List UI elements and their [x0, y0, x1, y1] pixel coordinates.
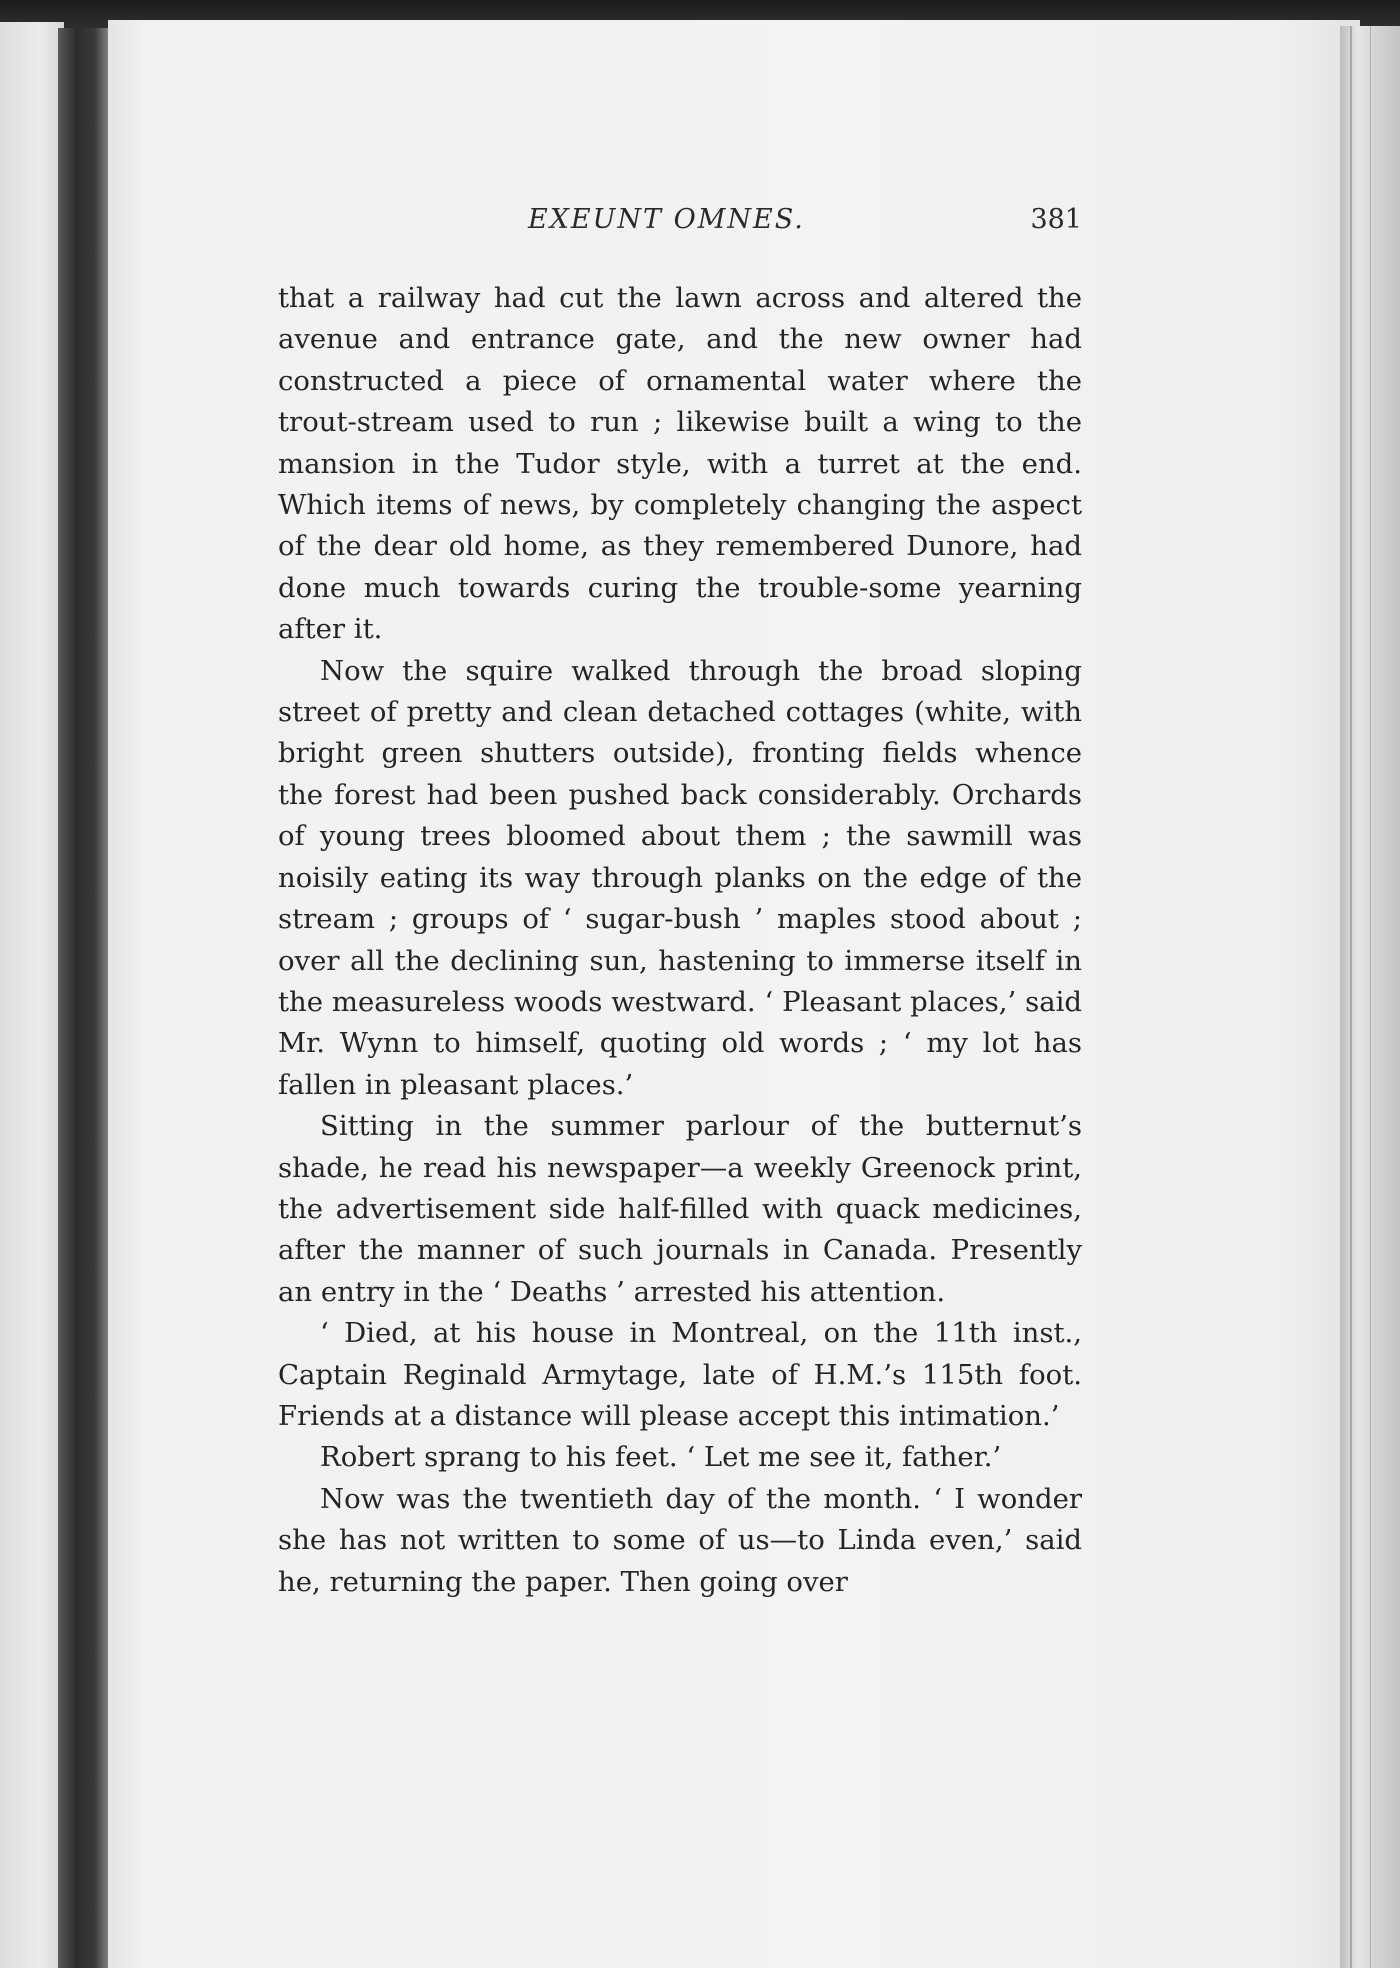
paragraph-newspaper: Sitting in the summer parlour of the butternut’s shade, he read his newspaper—a weekly Greenock print, the advertisement side half-filled with quack medicines, after the manner of such journals in Canada. Presently an entry in the ‘ Deaths ’ arrested his attention. — [278, 1110, 1082, 1308]
facing-page-edge — [0, 22, 64, 1968]
paragraph-twentieth-day: Now was the twentieth day of the month. ‘ I wonder she has not written to some of us—to Linda even,’ said he, returning the paper. Then going over — [278, 1482, 1082, 1598]
paragraph-continued: that a railway had cut the lawn across and altered the avenue and entrance gate, and the new owner had constructed a piece of ornamental water where the trout-stream used to run ; likewise built a wing to the mansion in the Tudor style, with a turret at the end. Which items of news, by completely changing the aspect of the dear old home, as they remembered Dunore, had done much towards curing the trouble-some yearning after it. — [278, 282, 1082, 646]
page-stack-edge — [1340, 26, 1400, 1968]
paragraph-squire-walk: Now the squire walked through the broad sloping street of pretty and clean detached cottages (white, with bright green shutters outside), fronting fields whence the forest had been pushed back considerably. Orchards of young trees bloomed about them ; the sawmill was noisily eating its way through planks on the edge of the stream ; groups of ‘ sugar-bush ’ maples stood about ; over all the declining sun, hastening to immerse itself in the measureless woods westward. ‘ Pleasant places,’ said Mr. Wynn to himself, quoting old words ; ‘ my lot has fallen in pleasant places.’ — [278, 654, 1082, 1101]
running-head — [278, 204, 1082, 244]
book-gutter — [58, 28, 110, 1968]
paragraph-robert: Robert sprang to his feet. ‘ Let me see it, father.’ — [320, 1441, 1002, 1474]
paragraph-death-notice: ‘ Died, at his house in Montreal, on the 11th inst., Captain Reginald Armytage, late of H.M.’s 115th foot. Friends at a distance will please accept this intimation.’ — [278, 1317, 1082, 1432]
page-number: 381 — [1030, 204, 1082, 235]
body-text — [278, 278, 1082, 1603]
running-head-title: EXEUNT OMNES. — [528, 204, 805, 235]
